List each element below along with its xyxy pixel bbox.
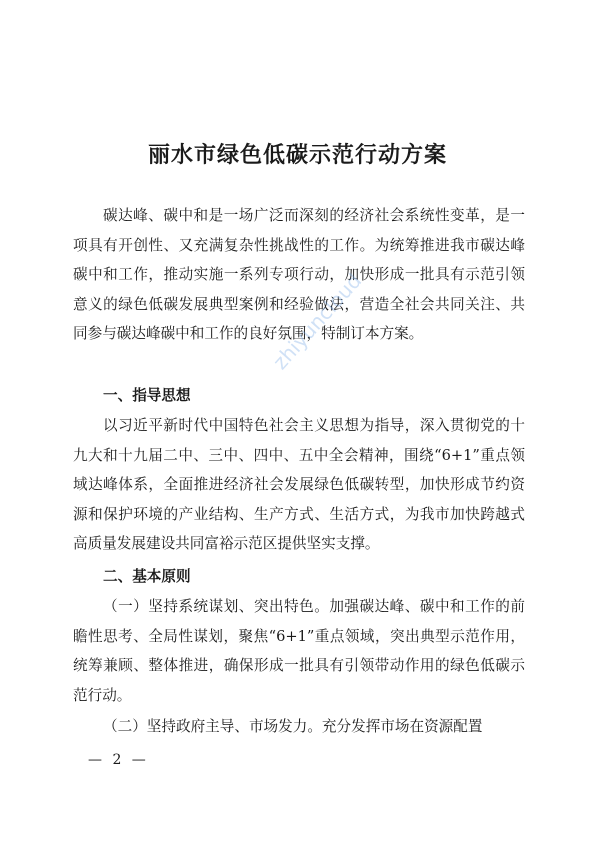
guiding-ideology-paragraph: 以习近平新时代中国特色社会主义思想为指导，深入贯彻党的十九大和十九届二中、三中、四中、五中全会精神，围绕“6+1”重点领域达峰体系，全面推进经济社会发展绿色低碳转型，加快形成节约资源和保护环境的产业结构、生产方式、生活方式，为我市加快跨越式高质量发展建设共同富裕示范区提供坚实支撑。: [73, 417, 525, 552]
document-title: 丽水市绿色低碳示范行动方案: [147, 142, 447, 168]
section-heading-basic-principles: 二、基本原则: [103, 568, 191, 585]
page-number: — 2 —: [88, 752, 149, 768]
watermark: zhiyuncloud: [268, 268, 367, 375]
principle-item-2: （二）坚持政府主导、市场发力。充分发挥市场在资源配置: [103, 718, 483, 735]
section-heading-guiding-ideology: 一、指导思想: [103, 387, 191, 404]
intro-paragraph: 碳达峰、碳中和是一场广泛而深刻的经济社会系统性变革，是一项具有开创性、又充满复杂性挑战性的工作。为统筹推进我市碳达峰碳中和工作，推动实施一系列专项行动，加快形成一批具有示范引领意义的绿色低碳发展典型案例和经验做法，营造全社会共同关注、共同参与碳达峰碳中和工作的良好氛围，特制订本方案。: [73, 207, 525, 342]
principle-item-1: （一）坚持系统谋划、突出特色。加强碳达峰、碳中和工作的前瞻性思考、全局性谋划，聚焦“6+1”重点领域，突出典型示范作用，统筹兼顾、整体推进，确保形成一批具有引领带动作用的绿色低碳示范行动。: [73, 598, 525, 704]
